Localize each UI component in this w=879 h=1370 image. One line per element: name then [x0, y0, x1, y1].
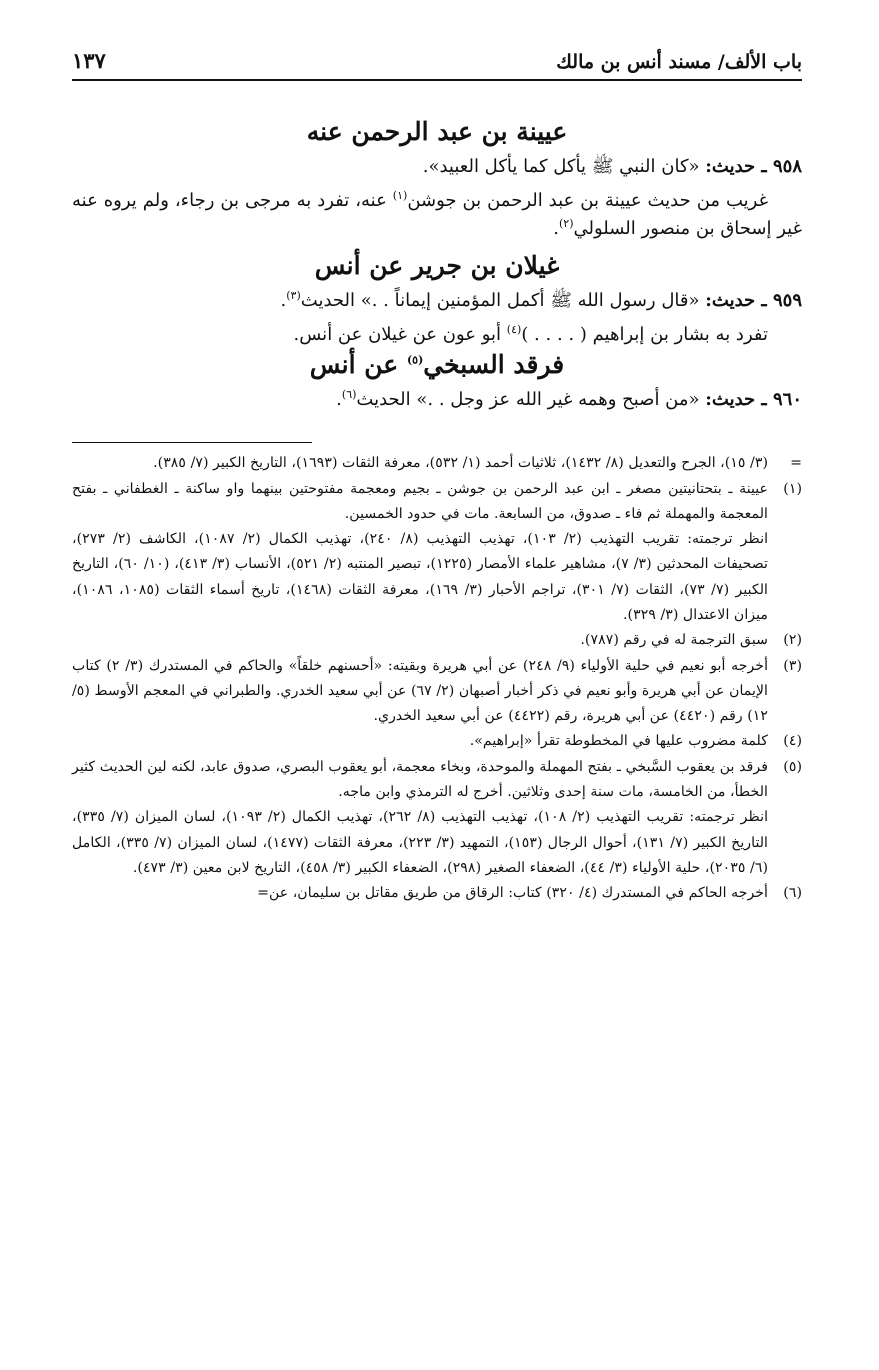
footnote-ref: (٣)	[286, 288, 301, 302]
footnote-4: (٤) كلمة مضروب عليها في المخطوطة تقرأ «إبراهيم».	[469, 733, 802, 750]
footnotes	[72, 451, 802, 906]
page-header	[72, 48, 802, 81]
footnote-2: (٢) سبق الترجمة له في رقم (٧٨٧).	[580, 632, 802, 649]
commentary-959: تفرد به بشار بن إبراهيم ( . . . . )$^{(٤)}$ أبو عون عن غيلان عن أنس.	[293, 322, 768, 345]
footnote-5: (٥) فرقد بن يعقوب السَّبخي ـ بفتح المهملة والموحدة، وبخاء معجمة، أبو يعقوب البصري، صدوق عابد، لكنه لين الحديث كثير الخطأ، من الخامسة، مات سنة إحدى وثلاثين. أخرج له الترمذي وابن ماجه.	[72, 758, 802, 800]
hadith-number: ٩٦٠ ـ حديث:	[705, 389, 802, 411]
footnote-6: (٦) أخرجه الحاكم في المستدرك (٤/ ٣٢٠) كتاب: الرقاق من طريق مقاتل بن سليمان، عن=	[257, 885, 802, 902]
hadith-958	[72, 153, 802, 181]
hadith-number: ٩٥٩ ـ حديث:	[705, 289, 802, 311]
footnote-3: (٣) أخرجه أبو نعيم في حلية الأولياء (٩/ ٢٤٨) عن أبي هريرة وبقيته: «أحسنهم خلقاً» والحاكم في المستدرك (٣/ ٢) كتاب الإيمان عن أبي هريرة وأبو نعيم في ذكر أخبار أصبهان (٢/ ٦٧) عن أبي سعيد الخدري. والطبراني في المعجم الأوسط (٥/ ١٢) رقم (٤٤٢٠) عن أبي هريرة، رقم (٤٤٢٢) عن أبي سعيد الخدري.	[72, 657, 802, 725]
footnote-ref: (٢)	[558, 216, 574, 230]
hadith-text: «من أصبح وهمه غير الله عز وجل . .» الحديث	[356, 389, 700, 411]
hadith-959: ٩٥٩ ـ حديث: «قال رسول الله ﷺ أكمل المؤمنين إيماناً . .» الحديث$^{(٣)}$.	[280, 288, 802, 311]
commentary-958: غريب من حديث عيينة بن عبد الرحمن بن جوشن$^{(١)}$ عنه، تفرد به مرجى بن رجاء، ولم يروه عنه غير إسحاق بن منصور السلولي$^{(٢)}$.	[72, 188, 802, 239]
footnote-continued: = (٣/ ١٥)، الجرح والتعديل (٨/ ١٤٣٢)، ثلاثيات أحمد (١/ ٥٣٢)، معرفة الثقات (١٦٩٣)، التاريخ الكبير (٧/ ٣٨٥).	[153, 455, 802, 472]
footnote-5-references: انظر ترجمته: تقريب التهذيب (٢/ ١٠٨)، تهذيب التهذيب (٨/ ٢٦٢)، تهذيب الكمال (٢/ ١٠٩٣)، لسان الميزان (٧/ ٣٣٥)، التاريخ الكبير (٧/ ١٣١)، أحوال الرجال (١٥٣)، التمهيد (٣/ ٢٢٣)، معرفة الثقات (١٤٧٧)، لسان الميزان (٧/ ٣٣٥)، الكامل (٦/ ٢٠٣٥)، حلية الأولياء (٣/ ٤٤)، الضعفاء الصغير (٢٩٨)، الضعفاء الكبير (٣/ ٤٥٨)، التاريخ لابن معين (٣/ ٤٧٣).	[72, 809, 769, 876]
section-title-uyaynah: عيينة بن عبد الرحمن عنه	[306, 117, 568, 146]
hadith-960: ٩٦٠ ـ حديث: «من أصبح وهمه غير الله عز وجل . .» الحديث$^{(٦)}$.	[336, 388, 802, 411]
section-title-farqad: فرقد السبخي$^{(٥)}$ عن أنس	[309, 350, 565, 380]
hadith-number: ٩٥٨ ـ حديث:	[705, 156, 802, 177]
footnote-1-references: انظر ترجمته: تقريب التهذيب (٢/ ١٠٣)، تهذيب التهذيب (٨/ ٢٤٠)، تهذيب الكمال (٢/ ١٠٨٧)، الكاشف (٢/ ٢٧٣)، تصحيفات المحدثين (٣/ ٧)، مشاهير علماء الأمصار (١٢٢٥)، تبصير المنتبه (٢/ ٥٢١)، الأنساب (٣/ ٤١٣)، (١٠/ ٦٠)، التاريخ الكبير (٧/ ٧٣)، الثقات (٧/ ٣٠١)، تراجم الأحبار (٣/ ١٦٩)، معرفة الثقات (١٤٦٨)، تاريخ أسماء الثقات (١٠٨٥، ١٠٨٦)، ميزان الاعتدال (٣/ ٣٢٩).	[72, 531, 769, 624]
book-page	[72, 48, 802, 906]
footnote-1: (١) عيينة ـ بتحتانيتين مصغر ـ ابن عبد الرحمن بن جوشن ـ بجيم ومعجمة مفتوحتين بينهما واو ساكنة ـ الغطفاني ـ بفتح المعجمة والمهملة ثم فاء ـ صدوق، من السابعة. مات في حدود الخمسين.	[72, 480, 802, 522]
footnote-separator	[72, 442, 312, 443]
footnote-ref: (٥)	[406, 354, 424, 368]
footnote-ref: (١)	[392, 188, 408, 202]
section-title-ghaylan: غيلان بن جرير عن أنس	[314, 250, 560, 280]
page-number: ١٣٧	[72, 48, 106, 73]
hadith-text: «قال رسول الله ﷺ أكمل المؤمنين إيماناً . .» الحديث	[300, 289, 700, 311]
hadith-text: «كان النبي ﷺ يأكل كما يأكل العبيد».	[422, 156, 700, 177]
footnote-ref: (٦)	[341, 388, 357, 402]
footnote-ref: (٤)	[506, 322, 522, 336]
running-title: باب الألف/ مسند أنس بن مالك	[556, 51, 802, 73]
